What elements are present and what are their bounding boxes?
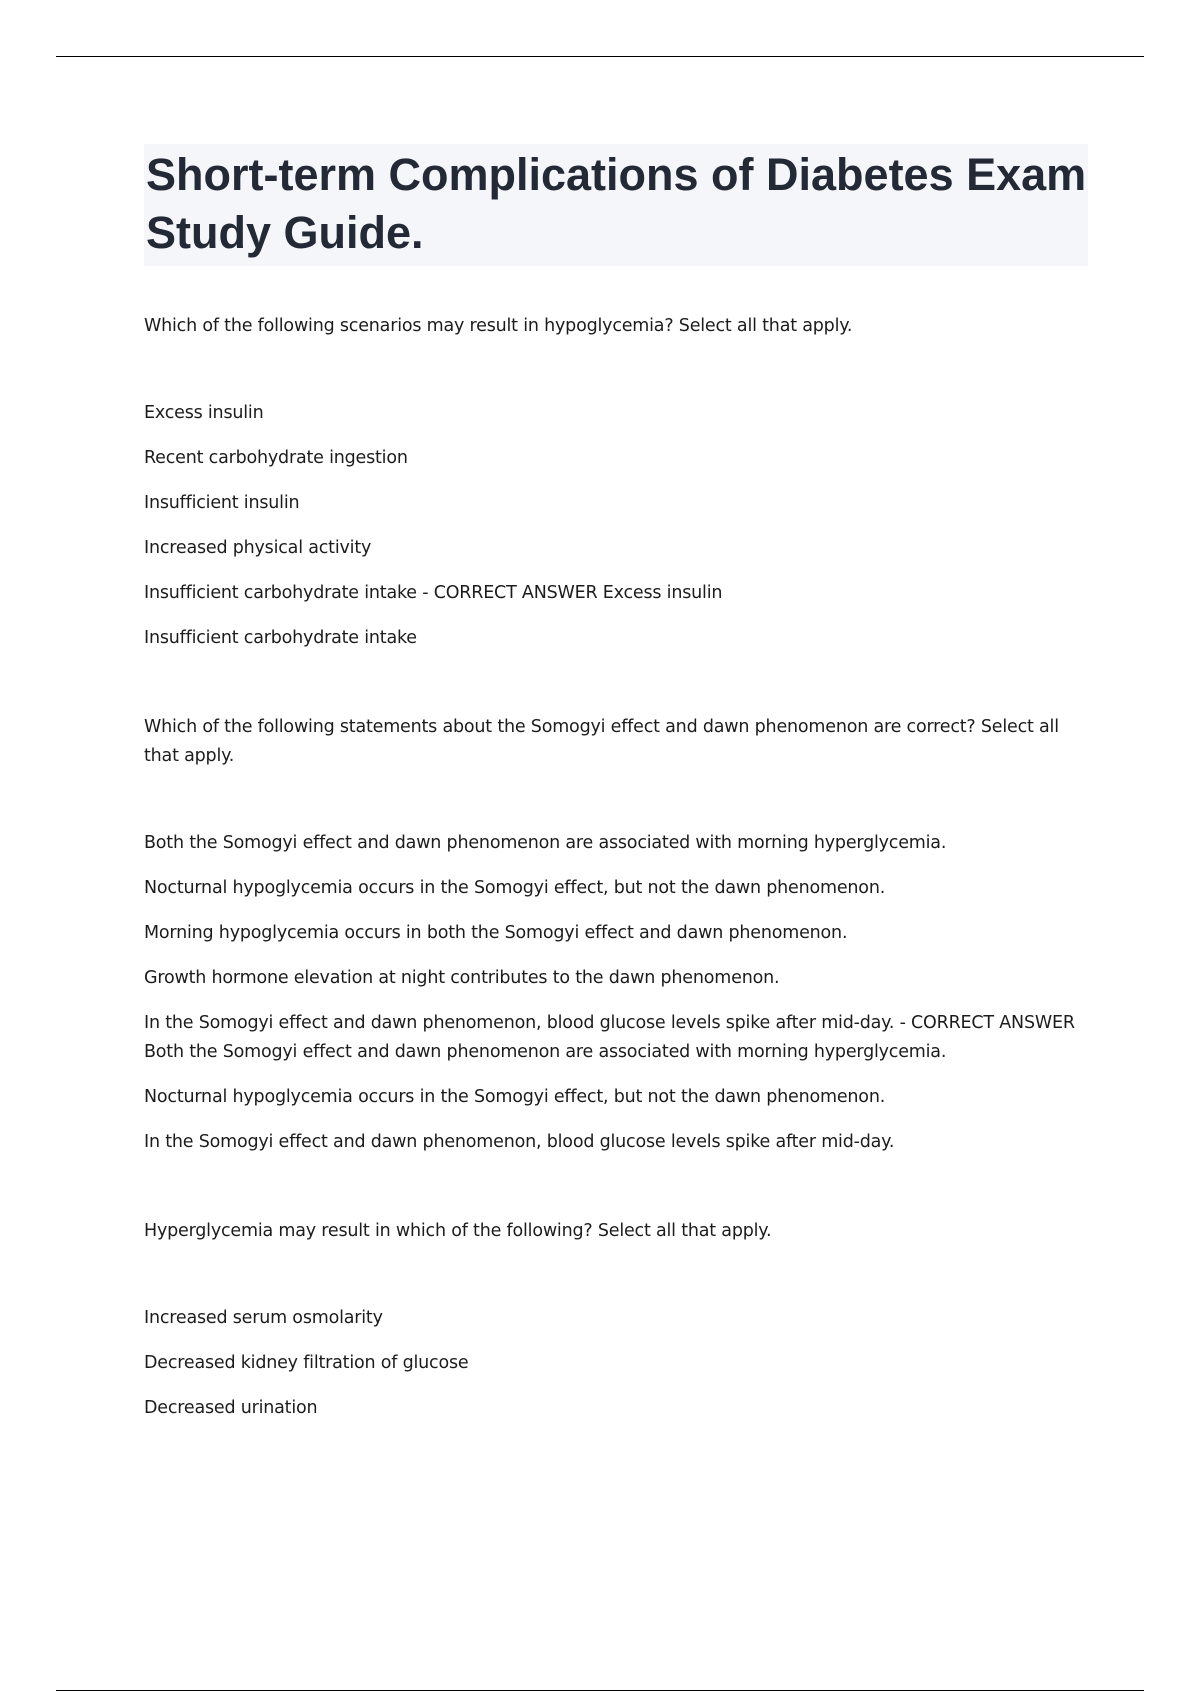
answer-line: Increased physical activity bbox=[144, 538, 372, 558]
answer-line: Recent carbohydrate ingestion bbox=[144, 448, 408, 468]
title-banner bbox=[144, 144, 1088, 266]
document-title: Short-term Complications of Diabetes Exam Study Guide. bbox=[146, 149, 1087, 258]
answer-line: Insufficient carbohydrate intake bbox=[144, 628, 417, 648]
answer-line: In the Somogyi effect and dawn phenomenon, blood glucose levels spike after mid-day. - CORRECT ANSWER Both the Somogyi effect and dawn phenomenon are associated with morning hyperglycemia. bbox=[144, 1013, 1075, 1062]
bottom-rule bbox=[56, 1690, 1144, 1691]
answer-line: Insufficient carbohydrate intake - CORRECT ANSWER Excess insulin bbox=[144, 583, 723, 603]
answer-line: Excess insulin bbox=[144, 403, 264, 423]
answer-line: Decreased urination bbox=[144, 1398, 318, 1418]
answer-line: Decreased kidney filtration of glucose bbox=[144, 1353, 469, 1373]
top-rule bbox=[56, 56, 1144, 57]
answer-line: Both the Somogyi effect and dawn phenomenon are associated with morning hyperglycemia. bbox=[144, 833, 947, 853]
answer-line: In the Somogyi effect and dawn phenomenon, blood glucose levels spike after mid-day. bbox=[144, 1132, 895, 1152]
answer-line: Nocturnal hypoglycemia occurs in the Somogyi effect, but not the dawn phenomenon. bbox=[144, 878, 886, 898]
answer-line: Morning hypoglycemia occurs in both the Somogyi effect and dawn phenomenon. bbox=[144, 923, 848, 943]
answer-line: Increased serum osmolarity bbox=[144, 1308, 383, 1328]
question-block bbox=[144, 713, 1088, 1157]
question-prompt: Which of the following statements about the Somogyi effect and dawn phenomenon are correct? Select all that apply. bbox=[144, 717, 1059, 766]
question-prompt: Hyperglycemia may result in which of the following? Select all that apply. bbox=[144, 1221, 772, 1241]
question-block bbox=[144, 312, 1088, 653]
document-body bbox=[144, 144, 1088, 1439]
question-prompt: Which of the following scenarios may result in hypoglycemia? Select all that apply. bbox=[144, 316, 853, 336]
answer-line: Nocturnal hypoglycemia occurs in the Somogyi effect, but not the dawn phenomenon. bbox=[144, 1087, 886, 1107]
answer-line: Insufficient insulin bbox=[144, 493, 300, 513]
question-block bbox=[144, 1217, 1088, 1423]
answer-line: Growth hormone elevation at night contributes to the dawn phenomenon. bbox=[144, 968, 780, 988]
